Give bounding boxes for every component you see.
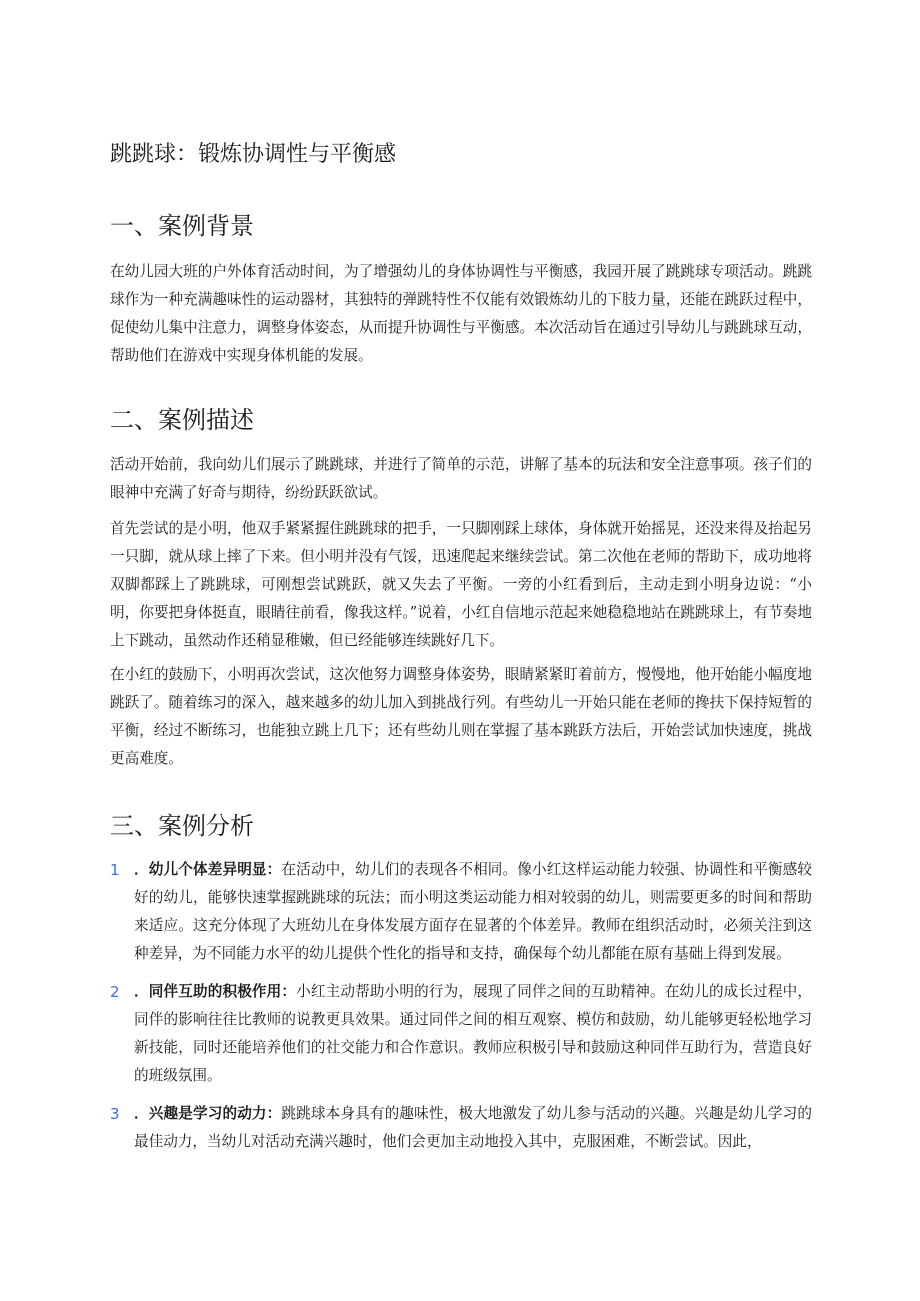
section-heading-background: 一、案例背景 <box>110 212 254 240</box>
list-item-text: 跳跳球本身具有的趣味性，极大地激发了幼儿参与活动的兴趣。兴趣是幼儿学习的最佳动力，当幼儿对活动充满兴趣时，他们会更加主动地投入其中，克服困难，不断尝试。因此， <box>134 1105 812 1150</box>
list-number: 1 <box>110 861 120 879</box>
section-heading-description: 二、案例描述 <box>110 406 254 434</box>
list-item <box>110 856 812 968</box>
list-item <box>110 1100 812 1156</box>
paragraph-description-2: 首先尝试的是小明，他双手紧紧握住跳跳球的把手，一只脚刚踩上球体，身体就开始摇晃，还没来得及抬起另一只脚，就从球上摔了下来。但小明并没有气馁，迅速爬起来继续尝试。第二次他在老师的帮助下，成功地将双脚都踩上了跳跳球，可刚想尝试跳跃，就又失去了平衡。一旁的小红看到后，主动走到小明身边说：“小明，你要把身体挺直，眼睛往前看，像我这样。”说着，小红自信地示范起来她稳稳地站在跳跳球上，有节奏地上下跳动，虽然动作还稍显稚嫩，但已经能够连续跳好几下。 <box>110 520 812 649</box>
paragraph-description-3: 在小红的鼓励下，小明再次尝试，这次他努力调整身体姿势，眼睛紧紧盯着前方，慢慢地，他开始能小幅度地跳跃了。随着练习的深入，越来越多的幼儿加入到挑战行列。有些幼儿一开始只能在老师的搀扶下保持短暂的平衡，经过不断练习，也能独立跳上几下；还有些幼儿则在掌握了基本跳跃方法后，开始尝试加快速度，挑战更高难度。 <box>110 666 812 767</box>
paragraph-description-1: 活动开始前，我向幼儿们展示了跳跳球，并进行了简单的示范，讲解了基本的玩法和安全注意事项。孩子们的眼神中充满了好奇与期待，纷纷跃跃欲试。 <box>110 456 812 501</box>
list-number: 3 <box>110 1105 120 1123</box>
analysis-list <box>110 856 812 1166</box>
document-title: 跳跳球：锻炼协调性与平衡感 <box>110 142 397 167</box>
list-item-text: 小红主动帮助小明的行为，展现了同伴之间的互助精神。在幼儿的成长过程中，同伴的影响往往比教师的说教更具效果。通过同伴之间的相互观察、模仿和鼓励，幼儿能够更轻松地学习新技能，同时还能培养他们的社交能力和合作意识。教师应积极引导和鼓励这种同伴互助行为，营造良好的班级氛围。 <box>134 983 812 1084</box>
list-item-lead: ．同伴互助的积极作用： <box>134 983 297 1000</box>
list-item <box>110 978 812 1090</box>
section-heading-analysis: 三、案例分析 <box>110 812 254 840</box>
list-item-lead: ．兴趣是学习的动力： <box>134 1105 282 1122</box>
paragraph-background: 在幼儿园大班的户外体育活动时间，为了增强幼儿的身体协调性与平衡感，我园开展了跳跳球专项活动。跳跳球作为一种充满趣味性的运动器材，其独特的弹跳特性不仅能有效锻炼幼儿的下肢力量，还能在跳跃过程中，促使幼儿集中注意力，调整身体姿态，从而提升协调性与平衡感。本次活动旨在通过引导幼儿与跳跳球互动，帮助他们在游戏中实现身体机能的发展。 <box>110 263 812 364</box>
list-number: 2 <box>110 983 120 1001</box>
list-item-text: 在活动中，幼儿们的表现各不相同。像小红这样运动能力较强、协调性和平衡感较好的幼儿，能够快速掌握跳跳球的玩法；而小明这类运动能力相对较弱的幼儿，则需要更多的时间和帮助来适应。这充分体现了大班幼儿在身体发展方面存在显著的个体差异。教师在组织活动时，必须关注到这种差异，为不同能力水平的幼儿提供个性化的指导和支持，确保每个幼儿都能在原有基础上得到发展。 <box>134 861 812 962</box>
list-item-lead: ．幼儿个体差异明显： <box>134 861 282 878</box>
